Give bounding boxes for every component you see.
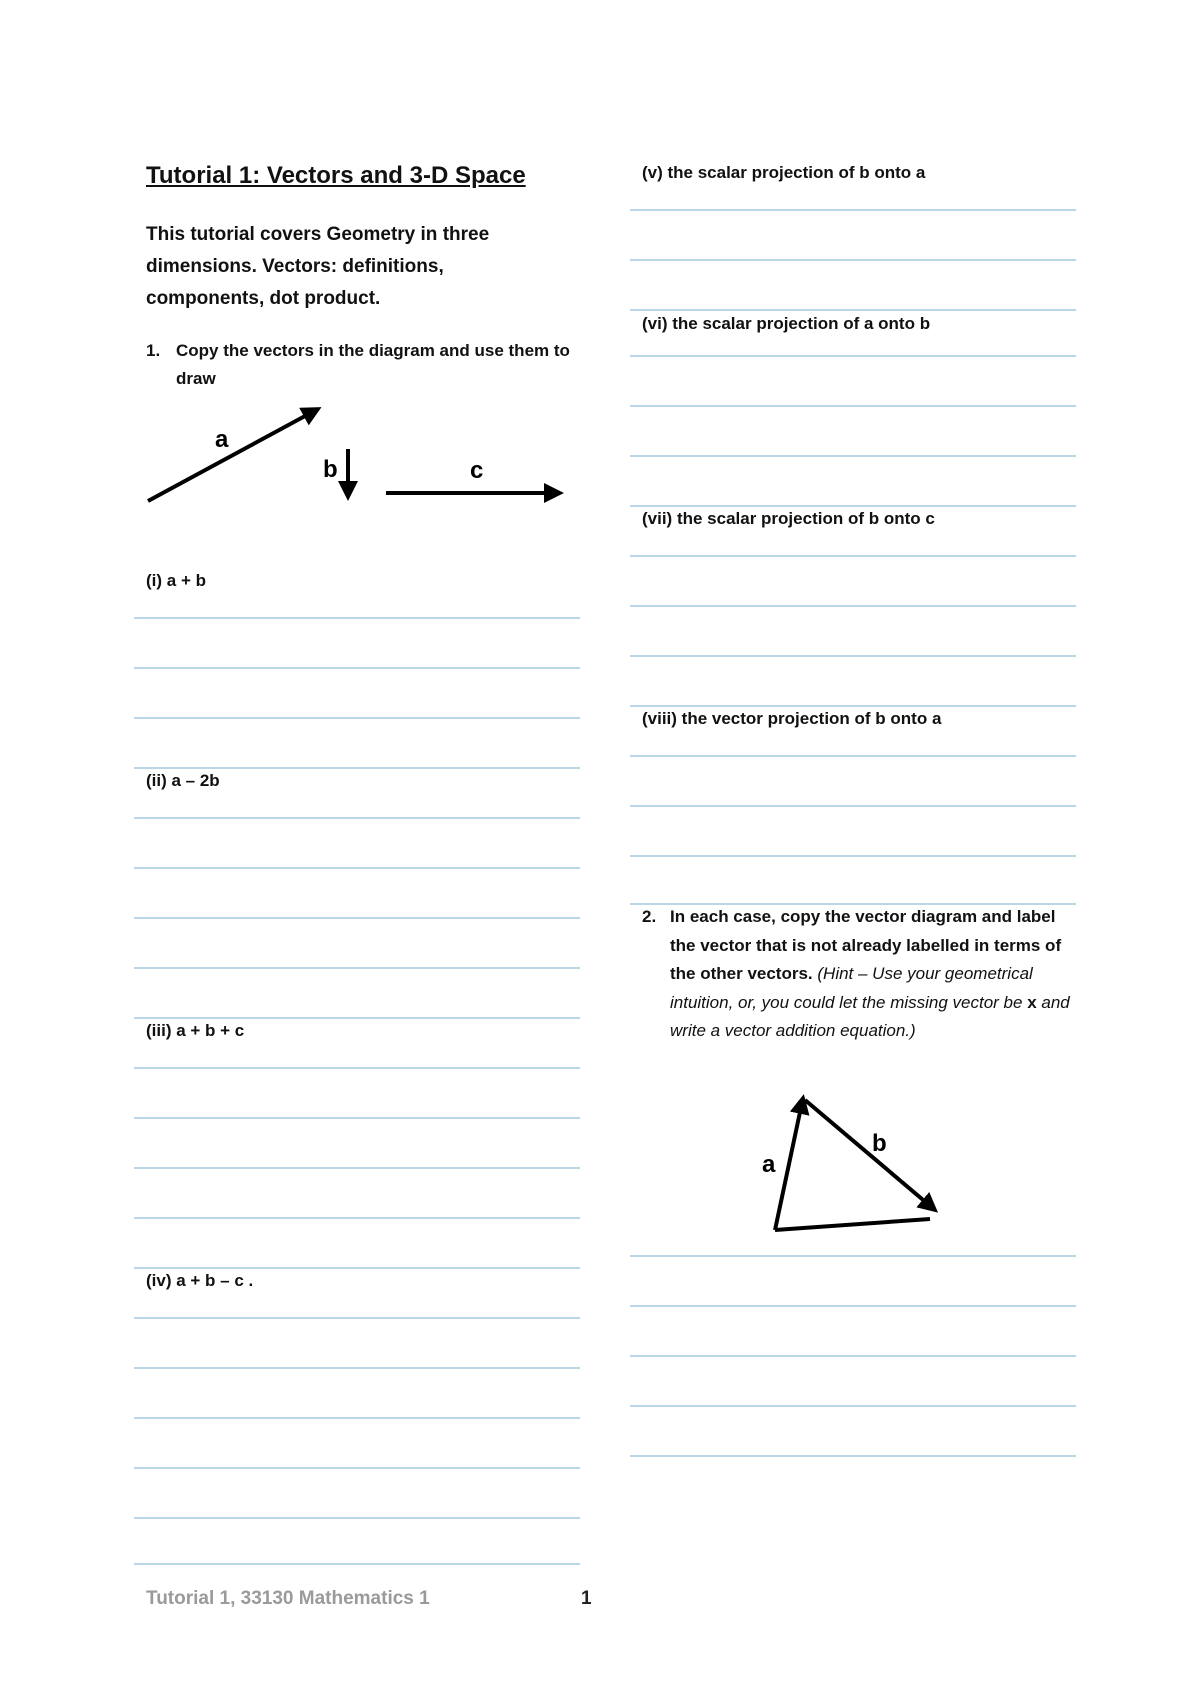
- hint-post: and write a vector addition equation.): [670, 992, 1070, 1040]
- answer-line: [134, 1217, 580, 1219]
- answer-line: [630, 555, 1076, 557]
- answer-line: [134, 767, 580, 769]
- vector-b-label: b: [323, 456, 338, 483]
- answer-line: [134, 967, 580, 969]
- answer-line: [630, 1305, 1076, 1307]
- answer-line: [630, 1255, 1076, 1257]
- question-1-number: 1.: [146, 341, 161, 360]
- part-iii-label: (iii) a + b + c: [146, 1021, 245, 1040]
- answer-line: [630, 655, 1076, 657]
- part-i-label: (i) a + b: [146, 571, 206, 590]
- answer-line: [630, 605, 1076, 607]
- part-iv-label: (iv) a + b – c .: [146, 1271, 254, 1290]
- answer-line: [134, 717, 580, 719]
- vector-a-arrow: [148, 409, 318, 501]
- answer-line: [630, 259, 1076, 261]
- part-vii-label: (vii) the scalar projection of b onto c: [642, 509, 935, 528]
- answer-line: [630, 805, 1076, 807]
- question-2-instruction: In each case, copy the vector diagram and label the vector that is not already labelled in terms of the other vectors.: [670, 907, 1062, 983]
- answer-line: [630, 1455, 1076, 1457]
- hint-variable: x: [1027, 992, 1037, 1012]
- page-number: 1: [581, 1588, 592, 1609]
- answer-line: [134, 917, 580, 919]
- answer-line: [134, 1267, 580, 1269]
- question-1-text: Copy the vectors in the diagram and use them to draw: [176, 341, 570, 388]
- part-v-label: (v) the scalar projection of b onto a: [642, 163, 926, 182]
- answer-line: [134, 1367, 580, 1369]
- part-viii-label: (viii) the vector projection of b onto a: [642, 709, 942, 728]
- question-2-text: [670, 903, 1070, 1046]
- question-2-number: 2.: [642, 907, 657, 926]
- answer-line: [134, 1317, 580, 1319]
- answer-line: [630, 405, 1076, 407]
- answer-line: [630, 455, 1076, 457]
- answer-line: [630, 209, 1076, 211]
- answer-line: [630, 855, 1076, 857]
- part-vi-label: (vi) the scalar projection of a onto b: [642, 314, 931, 333]
- vector-a-label: a: [215, 426, 229, 453]
- answer-line: [134, 1117, 580, 1119]
- answer-line: [134, 1563, 580, 1565]
- vector-diagram-abc: [140, 395, 580, 515]
- vector-b-label: b: [872, 1130, 887, 1157]
- answer-line: [134, 667, 580, 669]
- vector-a-label: a: [762, 1151, 776, 1178]
- answer-line: [630, 309, 1076, 311]
- intro-text: This tutorial covers Geometry in three dimensions. Vectors: definitions, components, dot product.: [146, 224, 490, 309]
- part-ii-label: (ii) a – 2b: [146, 771, 220, 790]
- answer-line: [134, 1467, 580, 1469]
- answer-line: [630, 1355, 1076, 1357]
- vector-a-arrow: [775, 1098, 803, 1230]
- answer-line: [630, 355, 1076, 357]
- vector-diagram-triangle: [750, 1085, 960, 1240]
- answer-line: [134, 617, 580, 619]
- answer-line: [134, 817, 580, 819]
- answer-line: [630, 505, 1076, 507]
- answer-line: [630, 1405, 1076, 1407]
- answer-line: [134, 1067, 580, 1069]
- page-title: Tutorial 1: Vectors and 3-D Space: [146, 162, 526, 189]
- vector-b-arrow: [805, 1100, 935, 1210]
- missing-vector-line: [775, 1219, 930, 1230]
- footer-course: Tutorial 1, 33130 Mathematics 1: [146, 1588, 430, 1609]
- vector-c-label: c: [470, 457, 484, 484]
- answer-line: [630, 755, 1076, 757]
- answer-line: [134, 1417, 580, 1419]
- answer-line: [630, 705, 1076, 707]
- answer-line: [134, 867, 580, 869]
- hint-pre: (Hint – Use your geometrical intuition, or, you could let the missing vector be: [670, 964, 1033, 1012]
- answer-line: [134, 1167, 580, 1169]
- answer-line: [134, 1017, 580, 1019]
- answer-line: [134, 1517, 580, 1519]
